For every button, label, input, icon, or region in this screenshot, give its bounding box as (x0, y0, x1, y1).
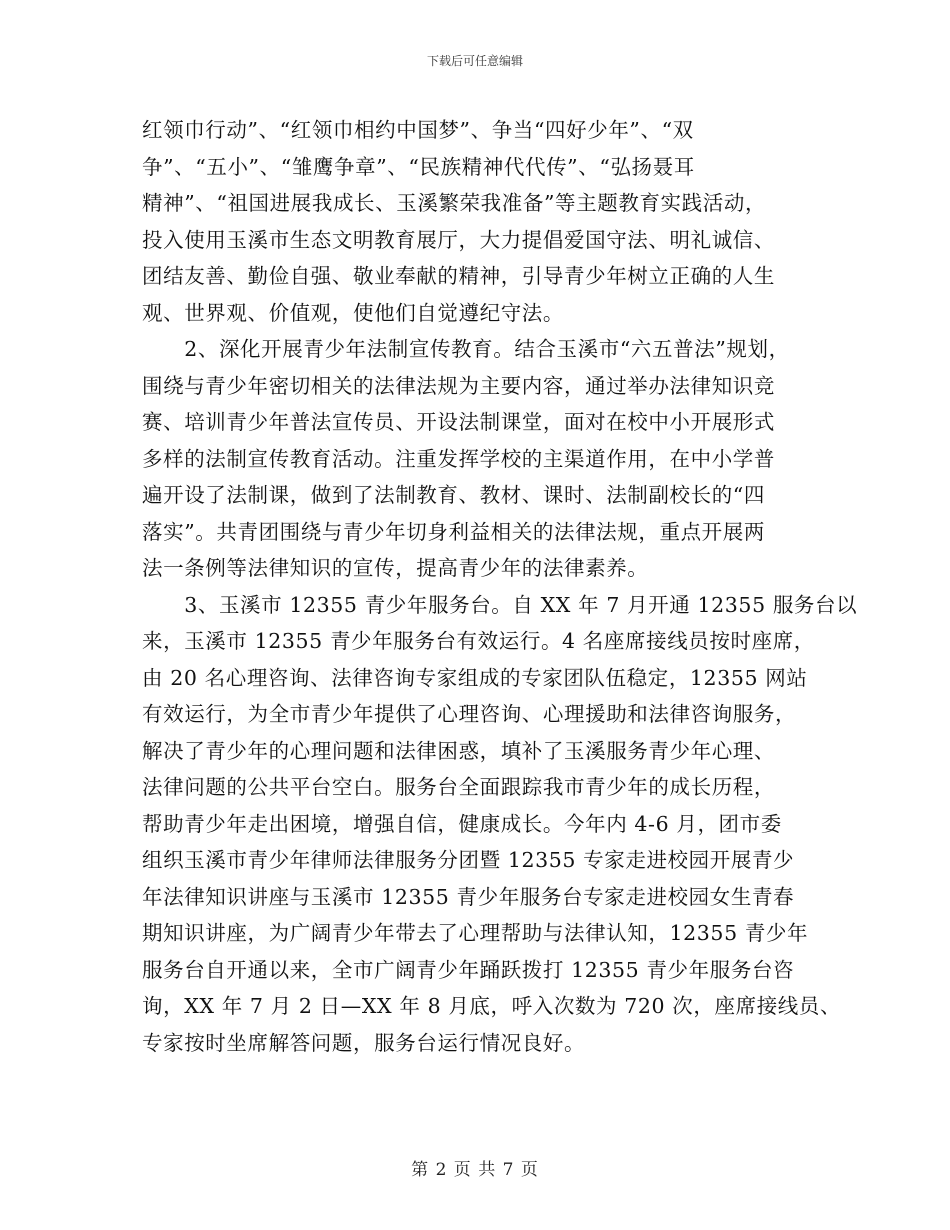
document-body (142, 112, 858, 1061)
text-line: 询，XX 年 7 月 2 日—XX 年 8 月底，呼入次数为 720 次，座席接线员、 (142, 994, 842, 1018)
text-line: 投入使用玉溪市生态文明教育展厅，大力提倡爱国守法、明礼诚信、 (142, 227, 775, 252)
page-number: 第 2 页 共 7 页 (411, 1160, 539, 1180)
page-header: 下载后可任意编辑 (426, 54, 523, 68)
text-line: 多样的法制宣传教育活动。注重发挥学校的主渠道作用，在中小学普 (142, 446, 775, 471)
text-line: 遍开设了法制课，做到了法制教育、教材、课时、法制副校长的“四 (142, 483, 765, 507)
text-line: 年法律知识讲座与玉溪市 12355 青少年服务台专家走进校园女生青春 (142, 884, 795, 909)
text-line: 观、世界观、价值观，使他们自觉遵纪守法。 (142, 300, 564, 325)
text-line: 有效运行，为全市青少年提供了心理咨询、心理援助和法律咨询服务， (142, 702, 797, 726)
text-line: 帮助青少年走出困境，增强自信，健康成长。今年内 4-6 月，团市委 (142, 811, 782, 836)
text-line: 团结友善、勤俭自强、敬业奉献的精神，引导青少年树立正确的人生 (142, 264, 775, 288)
text-line: 红领巾行动”、“红领巾相约中国梦”、争当“四好少年”、“双 (142, 118, 694, 142)
text-line: 法律问题的公共平台空白。服务台全面跟踪我市青少年的成长历程， (142, 775, 775, 799)
text-line: 由 20 名心理咨询、法律咨询专家组成的专家团队伍稳定，12355 网站 (142, 665, 808, 690)
text-line: 解决了青少年的心理问题和法律困惑，填补了玉溪服务青少年心理、 (142, 738, 775, 763)
text-line: 期知识讲座，为广阔青少年带去了心理帮助与法律认知，12355 青少年 (142, 921, 809, 945)
text-line: 法一条例等法律知识的宣传，提高青少年的法律素养。 (142, 556, 649, 580)
text-line: 组织玉溪市青少年律师法律服务分团暨 12355 专家走进校园开展青少 (142, 848, 795, 872)
text-line: 专家按时坐席解答问题，服务台运行情况良好。 (142, 1030, 586, 1055)
text-line: 赛、培训青少年普法宣传员、开设法制课堂，面对在校中小开展形式 (142, 410, 775, 434)
text-line: 来，玉溪市 12355 青少年服务台有效运行。4 名座席接线员按时座席， (142, 629, 815, 653)
text-line: 服务台自开通以来，全市广阔青少年踊跃拨打 12355 青少年服务台咨 (142, 957, 795, 982)
text-line: 2、深化开展青少年法制宣传教育。结合玉溪市“六五普法”规划， (142, 337, 790, 361)
text-line: 3、玉溪市 12355 青少年服务台。自 XX 年 7 月开通 12355 服务台以 (142, 592, 858, 617)
text-line: 争”、“五小”、“雏鹰争章”、“民族精神代代传”、“弘扬聂耳 (142, 154, 695, 179)
text-line: 围绕与青少年密切相关的法律法规为主要内容，通过举办法律知识竞 (142, 373, 775, 398)
text-line: 落实”。共青团围绕与青少年切身利益相关的法律法规，重点开展两 (142, 519, 765, 544)
text-line: 精神”、“祖国进展我成长、玉溪繁荣我准备”等主题教育实践活动， (142, 191, 767, 215)
